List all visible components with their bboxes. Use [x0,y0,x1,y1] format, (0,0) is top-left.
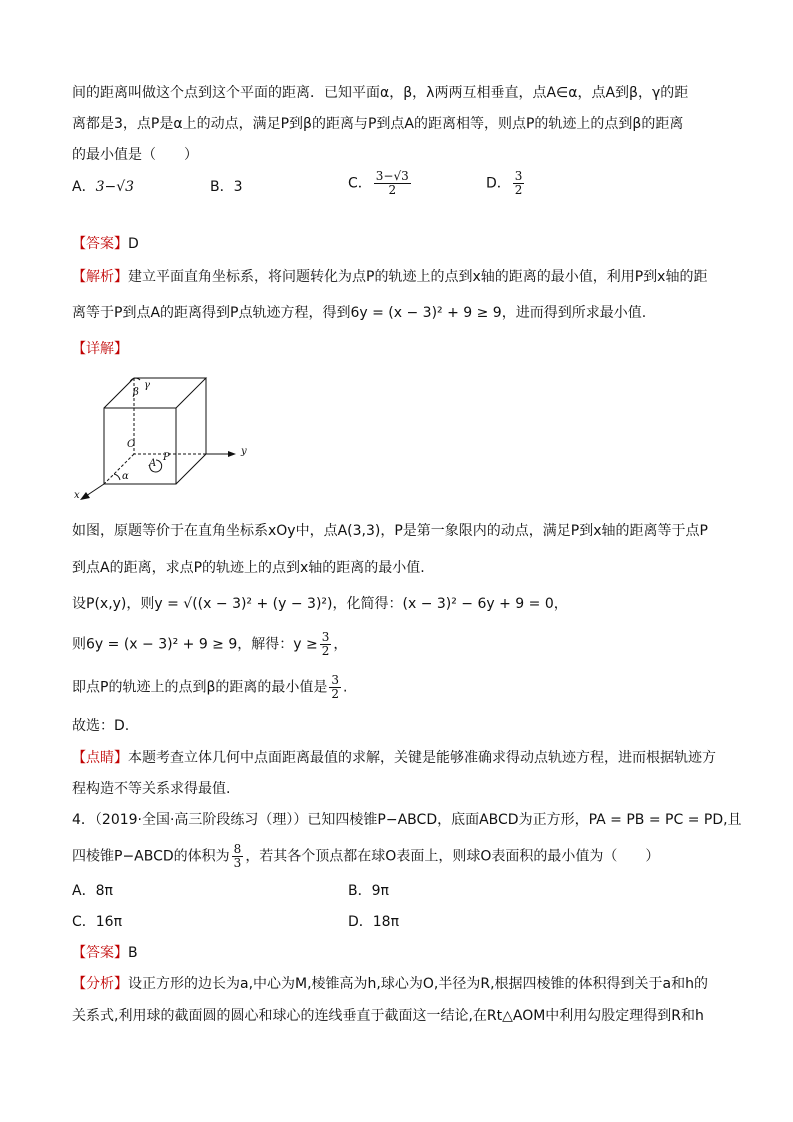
label-gamma: γ [144,380,150,391]
q4-option-b: B．9π [348,883,389,899]
solution-line-4 [72,631,347,658]
q4-line-2-text: 四棱锥P−ABCD的体积为 [72,848,230,865]
angle-arc-alpha [114,474,120,480]
fraction-denominator: 2 [321,644,330,658]
comment-line-1 [72,747,716,769]
solution-line-4-text: 则6y = (x − 3)² + 9 ≥ 9，解得：y ≥ [72,636,318,653]
fraction-numerator: 3 [321,630,330,644]
q4-line-1: 4．（2019·全国·高三阶段练习（理））已知四棱锥P−ABCD，底面ABCD为正方形，PA = PB = PC = PD,且 [72,812,742,828]
analysis-1-line-1 [72,266,707,288]
solution-line-5-fraction [329,674,341,701]
angle-arc-beta [130,378,140,382]
q3-text-line-1: 间的距离叫做这个点到这个平面的距离．已知平面α，β，λ两两互相垂直，点A∈α，点A到β，γ的距 [72,85,689,101]
q3-option-d [486,170,526,197]
solution-line-4-end: ， [333,636,348,653]
cube-figure [70,368,260,503]
solution-line-3: 设P(x,y)，则y = √((x − 3)² + (y − 3)²)，化简得：(x − 3)² − 6y + 9 = 0， [72,596,568,612]
analysis-2-line-1 [72,973,708,995]
fraction-denominator: 3 [233,856,242,870]
q3-option-c [348,170,413,197]
q4-option-c: C．16π [72,914,123,930]
label-beta: β [133,387,139,398]
detail-tag: 【详解】 [72,341,128,357]
y-axis-arrowhead [228,451,236,457]
fraction-numerator: 3 [514,169,523,183]
fraction-denominator: 2 [514,183,523,197]
analysis-text: 设正方形的边长为a,中心为M,棱锥高为h,球心为O,半径为R,根据四棱锥的体积得到关于a和h的 [128,976,708,992]
cube-hidden-edge-diagonal [104,454,134,484]
x-axis-line [86,484,104,496]
option-c-label: C． [348,175,372,192]
detail-heading [72,338,128,360]
fraction-denominator: 2 [331,687,340,701]
q3-option-b: B．3 [210,179,243,195]
fraction-numerator: 8 [233,842,242,856]
label-o: O [127,439,136,450]
fraction-denominator: 2 [388,183,397,197]
solution-line-5 [72,674,347,701]
solution-line-5-text: 即点P的轨迹上的点到β的距离的最小值是 [72,679,328,696]
answer-value: B [128,945,138,961]
analysis-1-line-2: 离等于P到点A的距离得到P点轨迹方程，得到6y = (x − 3)² + 9 ≥ 9，进而得到所求最小值. [72,305,647,321]
fraction-numerator: 3 [331,673,340,687]
q4-volume-fraction [232,843,244,870]
analysis-2-line-2: 关系式,利用球的截面圆的圆心和球心的连线垂直于截面这一结论,在Rt△AOM中利用勾股定理得到R和h [72,1008,704,1024]
analysis-tag: 【分析】 [72,976,128,992]
cube-top-face [104,378,206,408]
q3-text-line-2: 离都是3，点P是α上的动点，满足P到β的距离与P到点A的距离相等，则点P的轨迹上的点到β的距离 [72,116,684,132]
label-alpha: α [122,471,129,482]
q4-line-2 [72,843,659,870]
option-d-fraction [513,170,525,197]
comment-text: 本题考查立体几何中点面距离最值的求解，关键是能够准确求得动点轨迹方程，进而根据轨迹方 [128,750,716,766]
x-axis-arrowhead [80,492,90,500]
analysis-text: 建立平面直角坐标系，将问题转化为点P的轨迹上的点到x轴的距离的最小值，利用P到x轴的距 [128,269,708,285]
q4-line-2-end: ，若其各个顶点都在球O表面上，则球O表面积的最小值为（ ） [245,848,660,865]
answer-tag: 【答案】 [72,236,128,252]
answer-1 [72,233,139,255]
q3-text-line-3: 的最小值是（ ） [72,147,198,163]
answer-value: D [128,236,139,252]
solution-line-1: 如图，原题等价于在直角坐标系xOy中，点A(3,3)，P是第一象限内的动点，满足P到x轴的距离等于点P [72,523,708,539]
label-x: x [74,490,80,501]
comment-line-2: 程构造不等关系求得最值. [72,781,231,797]
cube-right-face [176,378,206,484]
option-d-label: D． [486,175,511,192]
label-a: A [149,458,157,469]
answer-tag: 【答案】 [72,945,128,961]
solution-line-2: 到点A的距离，求点P的轨迹上的点到x轴的距离的最小值. [72,560,425,576]
fraction-numerator: 3−√3 [375,169,409,183]
option-a-label: A． [72,179,96,195]
q4-option-d: D．18π [348,914,400,930]
option-c-fraction [374,170,411,197]
solution-line-5-end: . [343,679,348,696]
solution-line-6: 故选：D. [72,718,130,734]
q4-option-a: A．8π [72,883,113,899]
label-p: P [163,452,170,463]
q3-option-a [72,176,134,198]
analysis-tag: 【解析】 [72,269,128,285]
answer-2 [72,942,138,964]
comment-tag: 【点睛】 [72,750,128,766]
label-y: y [241,446,247,457]
option-a-value: 3−√3 [95,179,135,195]
solution-line-4-fraction [320,631,332,658]
